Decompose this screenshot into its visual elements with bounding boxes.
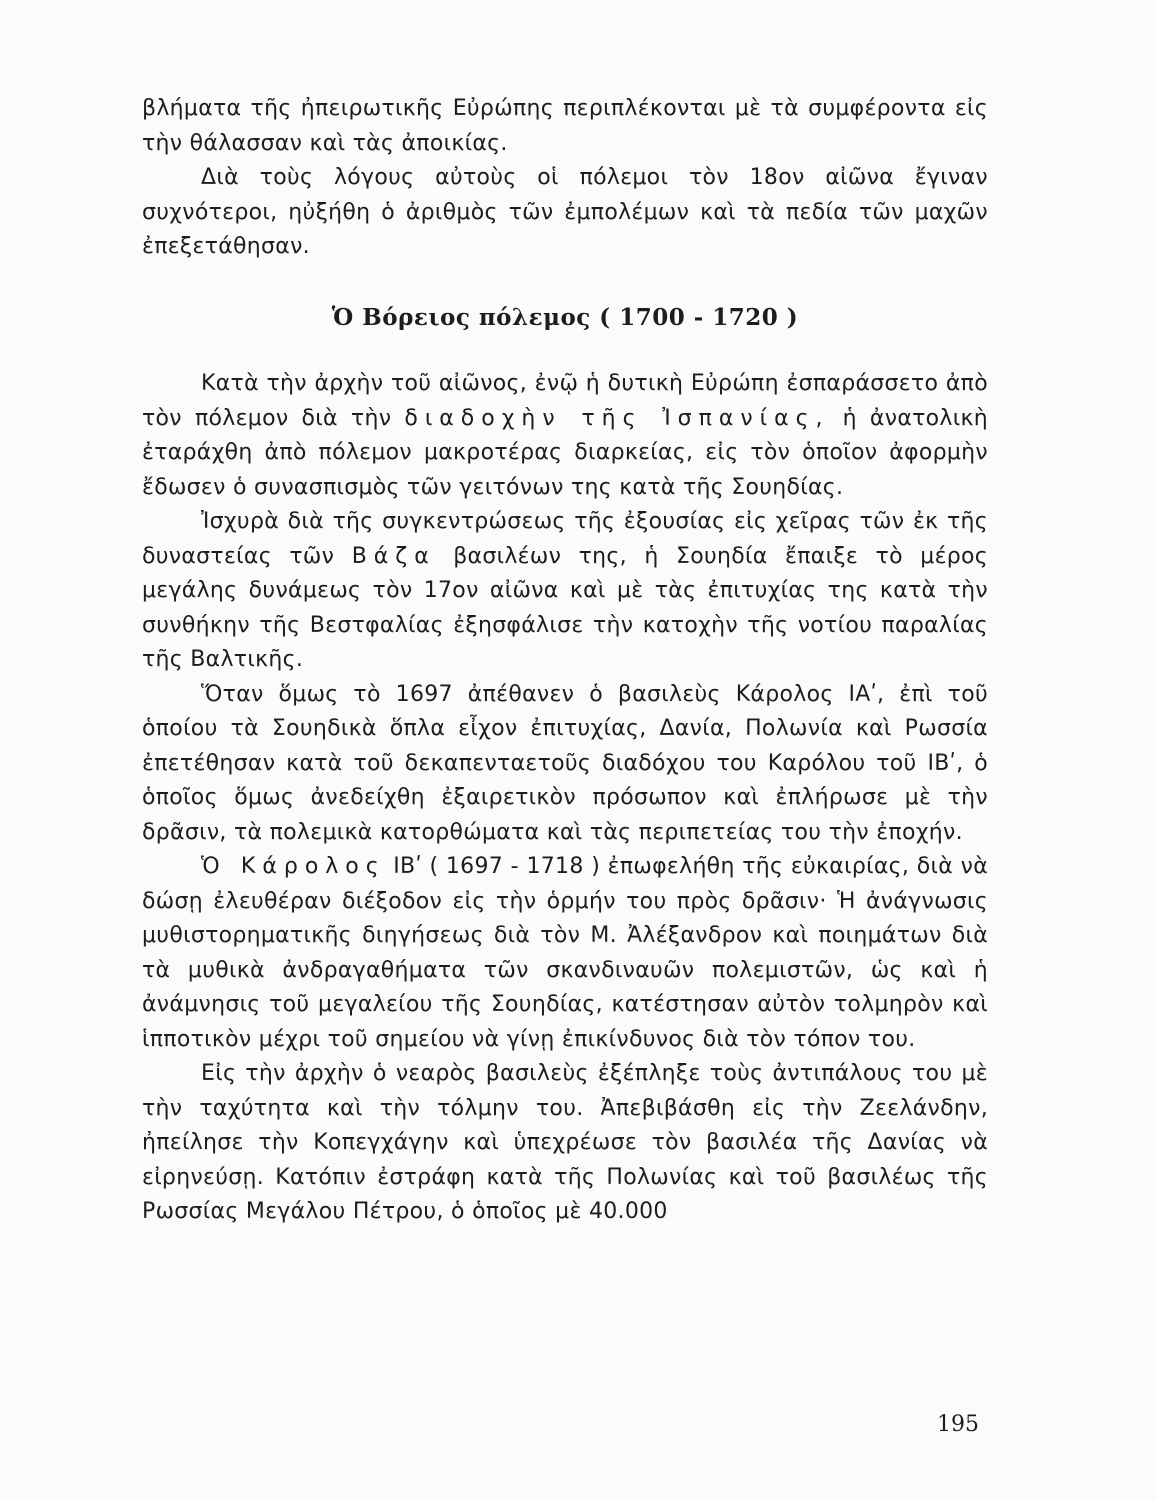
- section-heading: Ὁ Βόρειος πόλεμος ( 1700 - 1720 ): [331, 303, 799, 331]
- paragraph-3-start: Κατὰ τὴν ἀρχὴν τοῦ αἰῶνος, ἐνῷ ἡ δυτικὴ Εὐρώπη ἐσπαράσσετο ἀπὸ τὸν πόλεμον διὰ τὴν: [142, 371, 988, 431]
- paragraph-3: [142, 367, 988, 505]
- spaced-emphasis-vasa: Βάζα: [351, 543, 436, 569]
- page-number: 195: [937, 1412, 979, 1437]
- paragraph-7: Εἰς τὴν ἀρχὴν ὁ νεαρὸς βασιλεὺς ἐξέπληξε τοὺς ἀντιπάλους του μὲ τὴν ταχύτητα καὶ τὴν τόλμην του. Ἀπεβιβάσθη εἰς τὴν Ζεελάνδην, ἠπείλησε τὴν Κοπεγχάγην καὶ ὑπεχρέωσε τὸν βασιλέα τῆς Δανίας νὰ εἰρηνεύσῃ. Κατόπιν ἐστράφη κατὰ τῆς Πολωνίας καὶ τοῦ βασιλέως τῆς Ρωσσίας Μεγάλου Πέτρου, ὁ ὁποῖος μὲ 40.000: [142, 1061, 988, 1224]
- body-text: [142, 92, 988, 1230]
- paragraph-5: Ὅταν ὅμως τὸ 1697 ἀπέθανεν ὁ βασιλεὺς Κάρολος ΙΑʹ, ἐπὶ τοῦ ὁποίου τὰ Σουηδικὰ ὅπλα εἶχον ἐπιτυχίας, Δανία, Πολωνία καὶ Ρωσσία ἐπετέθησαν κατὰ τοῦ δεκαπενταετοῦς διαδόχου του Καρόλου τοῦ ΙΒʹ, ὁ ὁποῖος ὅμως ἀνεδείχθη ἐξαιρετικὸν πρόσωπον καὶ ἐπλήρωσε μὲ τὴν δρᾶσιν, τὰ πολεμικὰ κατορθώματα καὶ τὰς περιπετείας του τὴν ἐποχήν.: [142, 681, 988, 845]
- paragraph-4: [142, 505, 988, 678]
- spaced-emphasis-succession: διαδοχὴν τῆς Ἰσπανίας,: [404, 405, 830, 431]
- paragraph-2: Διὰ τοὺς λόγους αὐτοὺς οἱ πόλεμοι τὸν 18ον αἰῶνα ἔγιναν συχνότεροι, ηὐξήθη ὁ ἀριθμὸς τῶν ἐμπολέμων καὶ τὰ πεδία τῶν μαχῶν ἐπεξετάθησαν.: [142, 165, 988, 259]
- spaced-emphasis-karolos: Ὁ Κάρολος: [201, 854, 386, 879]
- paragraph-1: βλήματα τῆς ἠπειρωτικῆς Εὐρώπης περιπλέκονται μὲ τὰ συμφέροντα εἰς τὴν θάλασσαν καὶ τὰς ἀποικίας.: [142, 96, 988, 156]
- paragraph-6: [142, 850, 988, 1057]
- paragraph-4-end: βασιλέων της, ἡ Σουηδία ἔπαιξε τὸ μέρος μεγάλης δυνάμεως τὸν 17ον αἰῶνα καὶ μὲ τὰς ἐπιτυχίας της κατὰ τὴν συνθήκην τῆς Βεστφαλίας ἐξησφάλισε τὴν κατοχὴν τῆς νοτίου παραλίας τῆς Βαλτικῆς.: [142, 543, 988, 672]
- paragraph-3-end: ἡ ἀνατολικὴ ἐταράχθη ἀπὸ πόλεμον μακροτέρας διαρκείας, εἰς τὸν ὁποῖον ἀφορμὴν ἔδωσεν ὁ συνασπισμὸς τῶν γειτόνων της κατὰ τῆς Σουηδίας.: [142, 405, 989, 500]
- paragraph-4-start: Ἰσχυρὰ διὰ τῆς συγκεντρώσεως τῆς ἐξουσίας εἰς χεῖρας τῶν ἐκ τῆς δυναστείας τῶν: [142, 509, 988, 569]
- paragraph-6-body: ΙΒʹ ( 1697 - 1718 ) ἐπωφελήθη τῆς εὐκαιρίας, διὰ νὰ δώσῃ ἐλευθέραν διέξοδον εἰς τὴν ὁρμήν του πρὸς δρᾶσιν· Ἡ ἀνάγνωσις μυθιστορηματικῆς διηγήσεως διὰ τὸν Μ. Ἀλέξανδρον καὶ ποιημάτων διὰ τὰ μυθικὰ ἀνδραγαθήματα τῶν σκανδιναυῶν πολεμιστῶν, ὡς καὶ ἡ ἀνάμνησις τοῦ μεγαλείου τῆς Σουηδίας, κατέστησαν αὐτὸν τολμηρὸν καὶ ἱπποτικὸν μέχρι τοῦ σημείου νὰ γίνῃ ἐπικίνδυνος διὰ τὸν τόπον του.: [142, 854, 989, 1052]
